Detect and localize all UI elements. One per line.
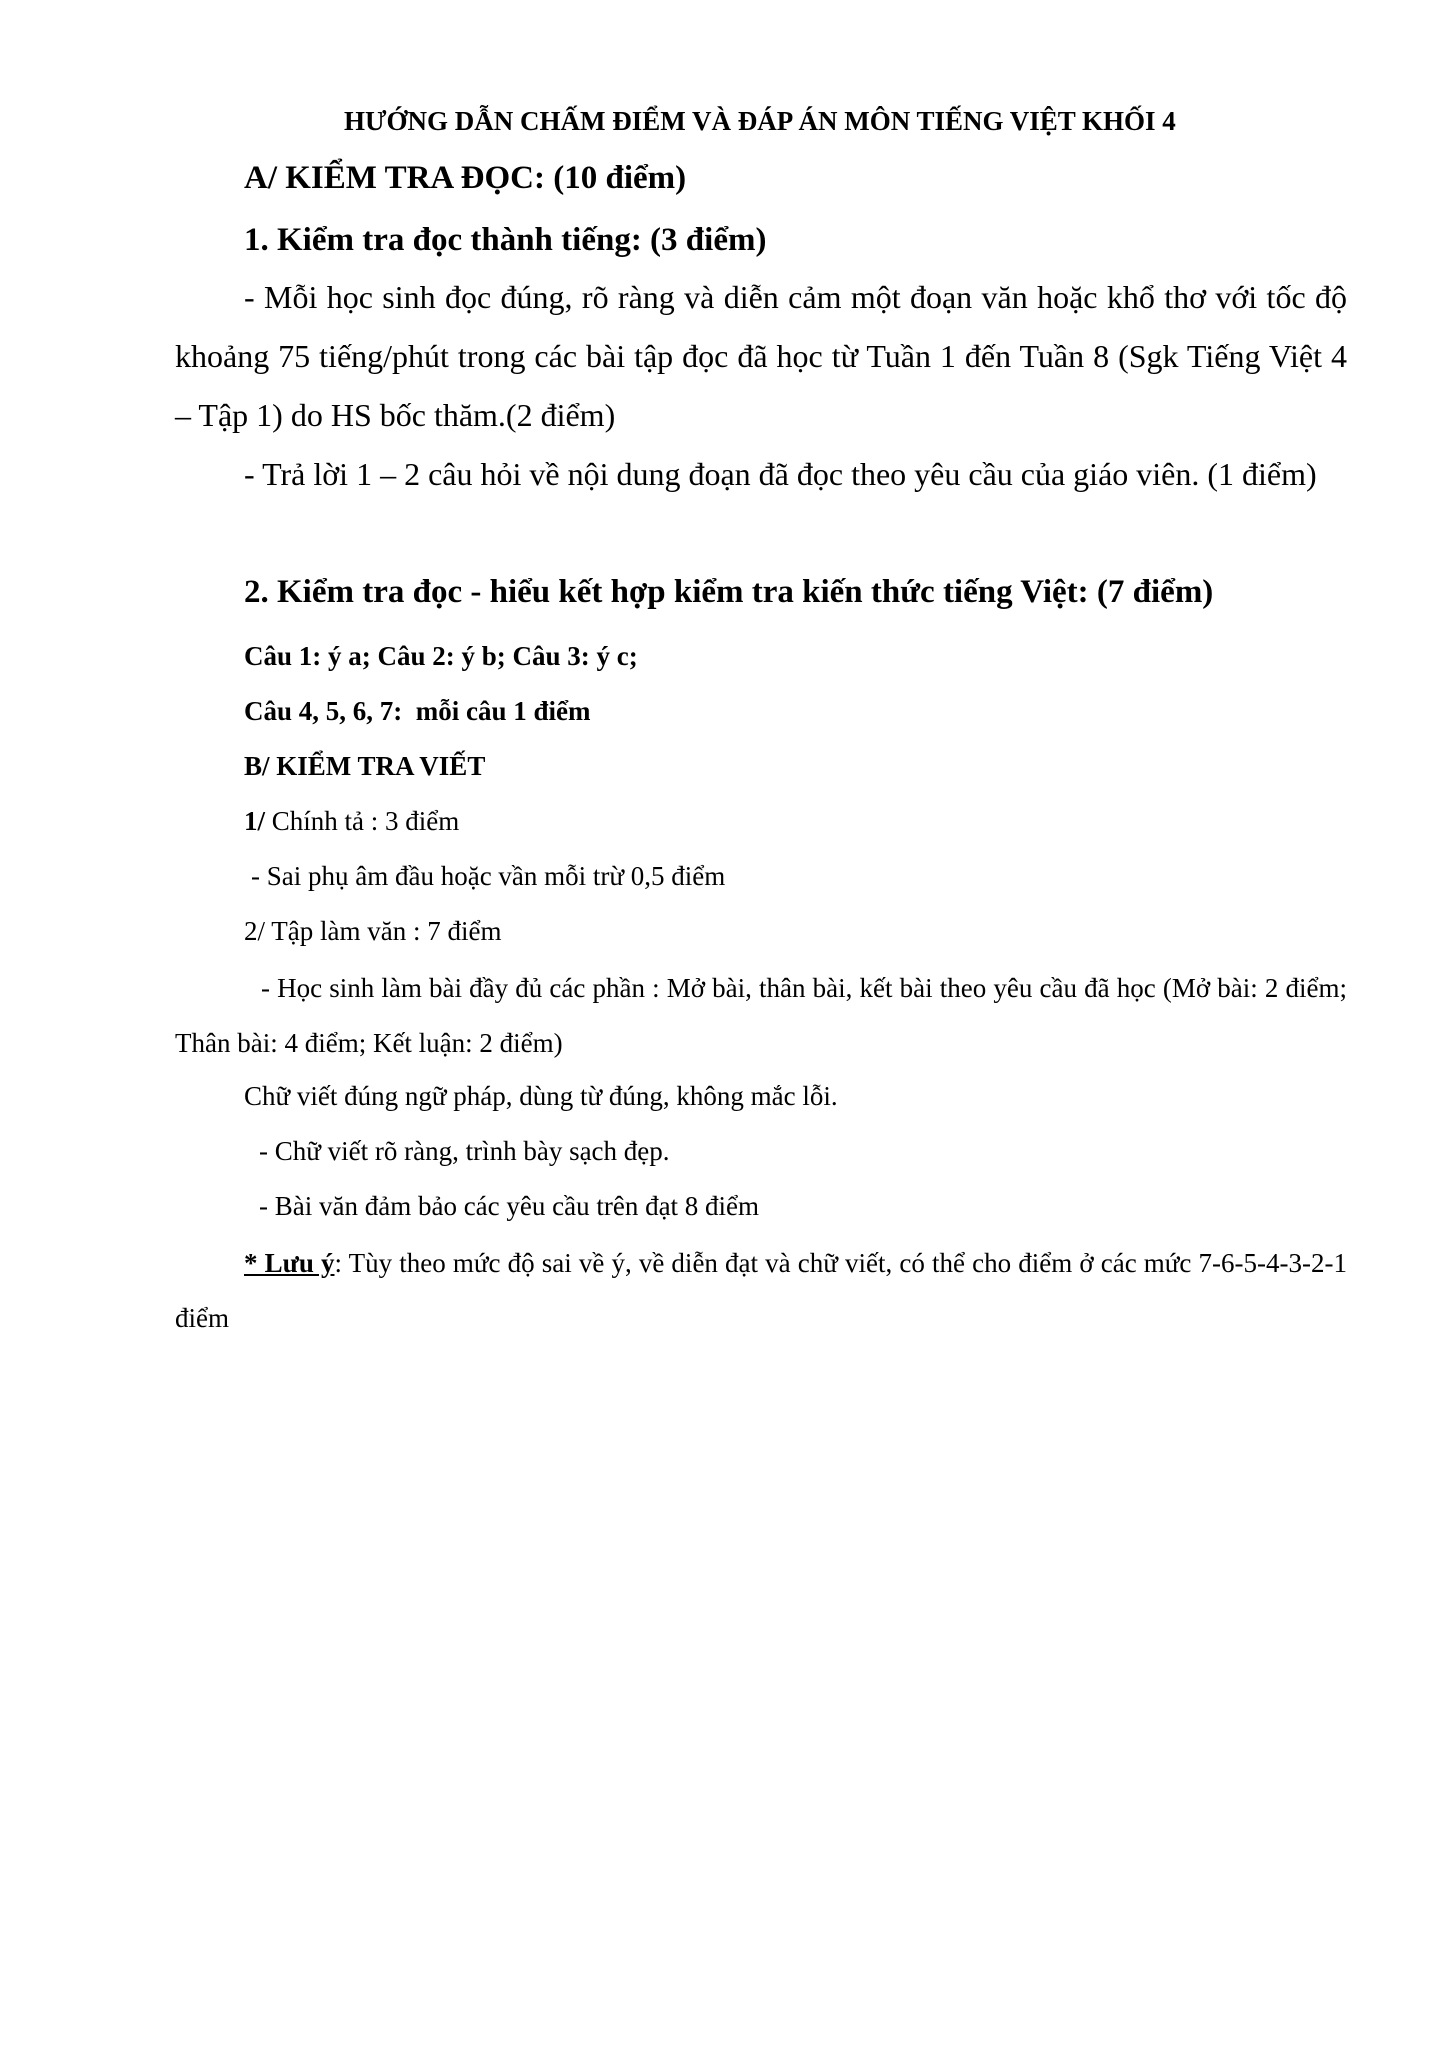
composition-handwriting-criteria: - Chữ viết rõ ràng, trình bày sạch đẹp. [259,1136,670,1166]
dictation-criteria: - Sai phụ âm đầu hoặc vần mỗi trừ 0,5 điểm [251,861,726,891]
dictation-number: 1/ [244,806,266,836]
reading-aloud-heading: 1. Kiểm tra đọc thành tiếng: (3 điểm) [244,222,767,258]
composition-label: 2/ Tập làm văn : 7 điểm [244,916,502,946]
dictation-text: Chính tả : 3 điểm [265,806,460,836]
section-a-heading: A/ KIỂM TRA ĐỌC: (10 điểm) [244,160,687,196]
composition-structure-criteria: - Học sinh làm bài đầy đủ các phần : Mở bài, thân bài, kết bài theo yêu cầu đã học (Mở bài: 2 điểm; Thân bài: 4 điểm; Kết luận: 2 điểm) [175,973,1347,1058]
note-label: * Lưu ý [244,1248,335,1278]
reading-comprehension-heading: 2. Kiểm tra đọc - hiểu kết hợp kiểm tra kiến thức tiếng Việt: (7 điểm) [244,574,1214,610]
composition-requirements-criteria: - Bài văn đảm bảo các yêu cầu trên đạt 8 điểm [259,1191,760,1221]
note-text: : Tùy theo mức độ sai về ý, về diễn đạt và chữ viết, có thể cho điểm ở các mức 7-6-5-4-3-2-1 điểm [175,1248,1347,1333]
answer-key-line-1: Câu 1: ý a; Câu 2: ý b; Câu 3: ý c; [244,641,638,671]
reading-questions-criteria: - Trả lời 1 – 2 câu hỏi về nội dung đoạn đã đọc theo yêu cầu của giáo viên. (1 điểm) [244,456,1317,492]
reading-aloud-criteria: - Mỗi học sinh đọc đúng, rõ ràng và diễn cảm một đoạn văn hoặc khổ thơ với tốc độ khoảng 75 tiếng/phút trong các bài tập đọc đã học từ Tuần 1 đến Tuần 8 (Sgk Tiếng Việt 4 – Tập 1) do HS bốc thăm.(2 điểm) [175,279,1347,433]
document-title: HƯỚNG DẪN CHẤM ĐIỂM VÀ ĐÁP ÁN MÔN TIẾNG VIỆT KHỐI 4 [344,106,1176,136]
section-b-heading: B/ KIỂM TRA VIẾT [244,751,486,781]
grading-note [175,1236,1347,1346]
dictation-label [244,808,459,835]
answer-key-line-2: Câu 4, 5, 6, 7: mỗi câu 1 điểm [244,696,591,726]
composition-grammar-criteria: Chữ viết đúng ngữ pháp, dùng từ đúng, không mắc lỗi. [244,1081,838,1111]
